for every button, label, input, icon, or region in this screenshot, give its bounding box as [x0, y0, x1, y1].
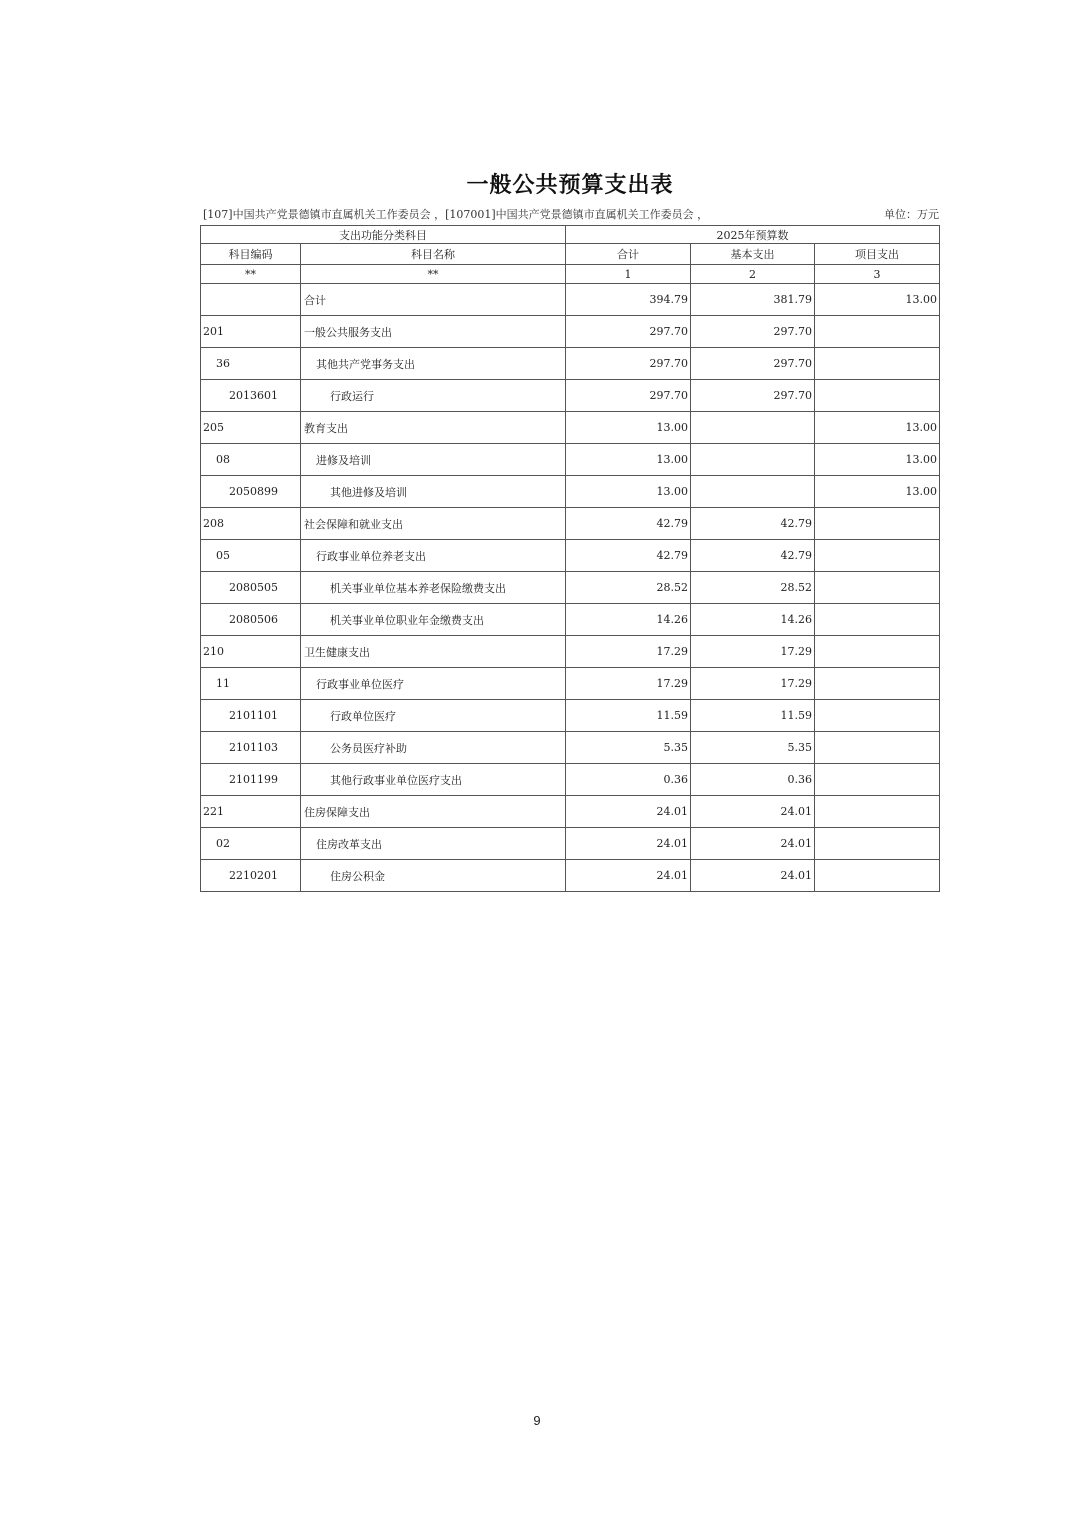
cell-project: [815, 860, 940, 892]
header-total: 合计: [566, 244, 691, 265]
cell-name: 其他进修及培训: [301, 476, 566, 508]
table-row: [201, 508, 940, 540]
cell-name: 进修及培训: [301, 444, 566, 476]
cell-code: 36: [201, 348, 301, 380]
cell-project: [815, 540, 940, 572]
cell-basic: 14.26: [691, 604, 815, 636]
cell-name: 其他行政事业单位医疗支出: [301, 764, 566, 796]
cell-code: [201, 284, 301, 316]
cell-project: 13.00: [815, 412, 940, 444]
cell-basic: 0.36: [691, 764, 815, 796]
cell-name: 社会保障和就业支出: [301, 508, 566, 540]
cell-total: 5.35: [566, 732, 691, 764]
page-number: 9: [533, 1413, 541, 1428]
cell-basic: 17.29: [691, 636, 815, 668]
cell-name: 合计: [301, 284, 566, 316]
cell-project: [815, 828, 940, 860]
header-name: 科目名称: [301, 244, 566, 265]
cell-basic: 381.79: [691, 284, 815, 316]
cell-code: 208: [201, 508, 301, 540]
table-subheader: [203, 206, 939, 222]
table-row: [201, 796, 940, 828]
cell-code: 2210201: [201, 860, 301, 892]
cell-project: [815, 572, 940, 604]
table-row: [201, 700, 940, 732]
cell-total: 11.59: [566, 700, 691, 732]
cell-basic: 24.01: [691, 860, 815, 892]
cell-total: 13.00: [566, 476, 691, 508]
cell-total: 297.70: [566, 380, 691, 412]
cell-project: [815, 732, 940, 764]
cell-project: [815, 604, 940, 636]
cell-total: 297.70: [566, 316, 691, 348]
cell-total: 42.79: [566, 540, 691, 572]
cell-name: 行政事业单位医疗: [301, 668, 566, 700]
cell-code: 2101199: [201, 764, 301, 796]
cell-code: 2080505: [201, 572, 301, 604]
index-basic: 2: [691, 265, 815, 284]
cell-project: [815, 668, 940, 700]
cell-total: 24.01: [566, 828, 691, 860]
cell-name: 其他共产党事务支出: [301, 348, 566, 380]
cell-name: 行政运行: [301, 380, 566, 412]
cell-project: [815, 764, 940, 796]
index-name: **: [301, 265, 566, 284]
table-row: [201, 476, 940, 508]
cell-name: 住房公积金: [301, 860, 566, 892]
cell-total: 28.52: [566, 572, 691, 604]
budget-expenditure-table: [200, 225, 940, 892]
index-total: 1: [566, 265, 691, 284]
cell-project: [815, 796, 940, 828]
cell-code: 2013601: [201, 380, 301, 412]
cell-basic: [691, 444, 815, 476]
table-row: [201, 572, 940, 604]
cell-total: 0.36: [566, 764, 691, 796]
cell-project: 13.00: [815, 476, 940, 508]
cell-code: 205: [201, 412, 301, 444]
table-row: [201, 316, 940, 348]
cell-project: [815, 316, 940, 348]
header-basic: 基本支出: [691, 244, 815, 265]
cell-basic: 11.59: [691, 700, 815, 732]
cell-basic: 5.35: [691, 732, 815, 764]
header-code: 科目编码: [201, 244, 301, 265]
cell-basic: [691, 476, 815, 508]
cell-total: 24.01: [566, 796, 691, 828]
table-row: [201, 284, 940, 316]
header-project: 项目支出: [815, 244, 940, 265]
cell-project: 13.00: [815, 444, 940, 476]
cell-total: 13.00: [566, 412, 691, 444]
table-row: [201, 668, 940, 700]
cell-project: [815, 348, 940, 380]
cell-code: 05: [201, 540, 301, 572]
cell-name: 行政事业单位养老支出: [301, 540, 566, 572]
cell-basic: [691, 412, 815, 444]
cell-code: 2080506: [201, 604, 301, 636]
table-row: [201, 380, 940, 412]
cell-project: [815, 636, 940, 668]
cell-name: 住房保障支出: [301, 796, 566, 828]
cell-total: 42.79: [566, 508, 691, 540]
header-index-row: [201, 265, 940, 284]
cell-code: 08: [201, 444, 301, 476]
cell-basic: 297.70: [691, 316, 815, 348]
table-row: [201, 828, 940, 860]
cell-name: 一般公共服务支出: [301, 316, 566, 348]
cell-total: 297.70: [566, 348, 691, 380]
cell-total: 24.01: [566, 860, 691, 892]
table-row: [201, 412, 940, 444]
cell-name: 住房改革支出: [301, 828, 566, 860]
header-function-classification: 支出功能分类科目: [201, 226, 566, 244]
cell-code: 11: [201, 668, 301, 700]
index-project: 3: [815, 265, 940, 284]
cell-total: 14.26: [566, 604, 691, 636]
header-column-row: [201, 244, 940, 265]
header-budget-year: 2025年预算数: [566, 226, 940, 244]
table-row: [201, 732, 940, 764]
cell-name: 机关事业单位职业年金缴费支出: [301, 604, 566, 636]
table-row: [201, 764, 940, 796]
cell-project: [815, 508, 940, 540]
cell-name: 卫生健康支出: [301, 636, 566, 668]
cell-code: 201: [201, 316, 301, 348]
cell-code: 2050899: [201, 476, 301, 508]
cell-code: 2101103: [201, 732, 301, 764]
table-body: [201, 284, 940, 892]
cell-basic: 297.70: [691, 380, 815, 412]
table-row: [201, 540, 940, 572]
cell-basic: 24.01: [691, 796, 815, 828]
header-group-row: [201, 226, 940, 244]
table-row: [201, 860, 940, 892]
cell-project: [815, 700, 940, 732]
cell-code: 210: [201, 636, 301, 668]
currency-unit-label: 单位：万元: [884, 208, 939, 221]
cell-basic: 17.29: [691, 668, 815, 700]
table-row: [201, 348, 940, 380]
page-title: 一般公共预算支出表: [466, 172, 674, 198]
cell-total: 13.00: [566, 444, 691, 476]
cell-total: 394.79: [566, 284, 691, 316]
cell-total: 17.29: [566, 668, 691, 700]
cell-basic: 24.01: [691, 828, 815, 860]
cell-project: [815, 380, 940, 412]
cell-name: 教育支出: [301, 412, 566, 444]
cell-basic: 42.79: [691, 508, 815, 540]
cell-project: 13.00: [815, 284, 940, 316]
table-row: [201, 636, 940, 668]
cell-basic: 42.79: [691, 540, 815, 572]
cell-total: 17.29: [566, 636, 691, 668]
cell-name: 行政单位医疗: [301, 700, 566, 732]
cell-code: 2101101: [201, 700, 301, 732]
cell-code: 221: [201, 796, 301, 828]
cell-basic: 28.52: [691, 572, 815, 604]
index-code: **: [201, 265, 301, 284]
cell-code: 02: [201, 828, 301, 860]
cell-basic: 297.70: [691, 348, 815, 380]
cell-name: 机关事业单位基本养老保险缴费支出: [301, 572, 566, 604]
table-row: [201, 444, 940, 476]
budget-unit-name: [107]中国共产党景德镇市直属机关工作委员会 ，[107001]中国共产党景德镇市直属机关工作委员会 ，: [203, 208, 709, 221]
table-row: [201, 604, 940, 636]
cell-name: 公务员医疗补助: [301, 732, 566, 764]
